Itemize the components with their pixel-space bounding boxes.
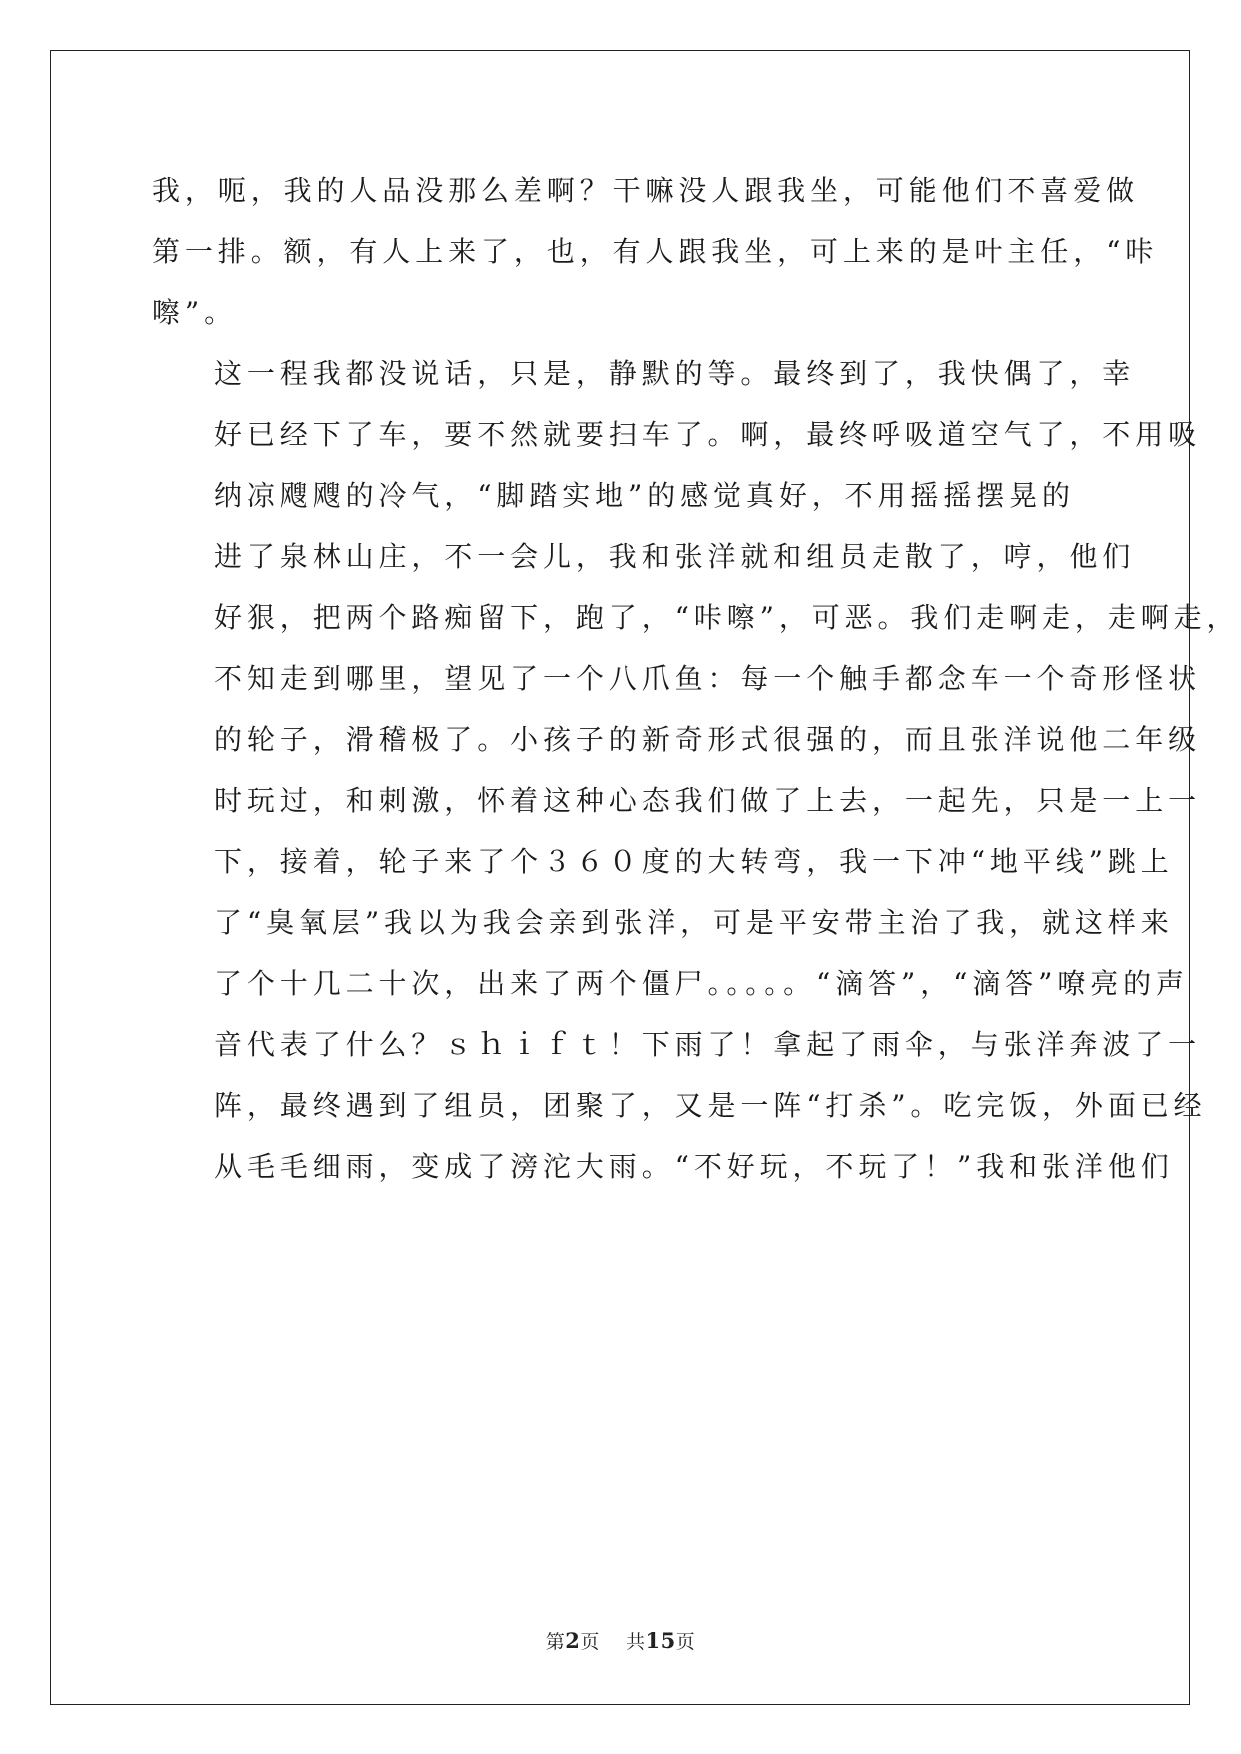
text-line: 纳凉飕飕的冷气，“脚踏实地”的感觉真好，不用摇摇摆晃的	[214, 479, 1075, 512]
current-page-number: 2	[565, 1628, 581, 1653]
text-line: 阵，最终遇到了组员，团聚了，又是一阵“打杀”。吃完饭，外面已经	[214, 1089, 1207, 1122]
page-suffix: 页	[580, 1631, 600, 1653]
paragraph	[152, 526, 1240, 1197]
page-number-footer	[0, 1627, 1241, 1654]
total-suffix: 页	[675, 1631, 696, 1653]
text-line: 好狠，把两个路痴留下，跑了，“咔嚓”，可恶。我们走啊走，走啊走，	[214, 601, 1240, 634]
text-line: 的轮子，滑稽极了。小孩子的新奇形式很强的，而且张洋说他二年级	[214, 723, 1202, 756]
text-line: 时玩过，和刺激，怀着这种心态我们做了上去，一起先，只是一上一	[214, 784, 1202, 817]
paragraph	[152, 343, 1202, 526]
total-prefix: 共	[626, 1631, 646, 1653]
text-line: 音代表了什么？ｓｈｉｆｔ！下雨了！拿起了雨伞，与张洋奔波了一	[214, 1028, 1202, 1061]
text-line: 了个十几二十次，出来了两个僵尸。。。。。“滴答”，“滴答”嘹亮的声	[214, 967, 1189, 1000]
text-line: 嚓”。	[152, 296, 238, 329]
page-prefix: 第	[545, 1631, 566, 1653]
text-line: 进了泉林山庄，不一会儿，我和张洋就和组员走散了，哼，他们	[214, 540, 1136, 573]
text-line: 不知走到哪里，望见了一个八爪鱼：每一个触手都念车一个奇形怪状	[214, 662, 1202, 695]
text-line: 从毛毛细雨，变成了滂沱大雨。“不好玩，不玩了！”我和张洋他们	[214, 1150, 1174, 1183]
text-line: 了“臭氧层”我以为我会亲到张洋，可是平安带主治了我，就这样来	[214, 906, 1174, 939]
document-body	[152, 160, 1240, 1197]
text-line: 第一排。额，有人上来了，也，有人跟我坐，可上来的是叶主任，“咔	[152, 235, 1159, 268]
total-page-count: 15	[645, 1628, 676, 1653]
text-line: 下，接着，轮子来了个３６０度的大转弯，我一下冲“地平线”跳上	[214, 845, 1174, 878]
text-line: 好已经下了车，要不然就要扫车了。啊，最终呼吸道空气了，不用吸	[214, 418, 1202, 451]
text-line: 我，呃，我的人品没那么差啊？干嘛没人跟我坐，可能他们不喜爱做	[152, 174, 1140, 207]
text-line: 这一程我都没说话，只是，静默的等。最终到了，我快偶了，幸	[214, 357, 1136, 390]
paragraph	[152, 160, 1159, 343]
